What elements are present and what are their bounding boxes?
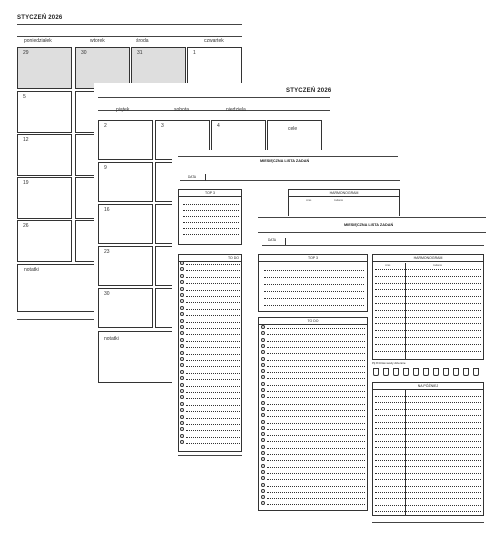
calendar-cell[interactable]: 5 — [17, 91, 72, 133]
dotted-line — [186, 302, 240, 303]
dotted-line — [186, 398, 240, 399]
dotted-line — [183, 222, 239, 223]
bottom-rule — [372, 522, 484, 523]
dotted-line — [267, 423, 365, 424]
dotted-line — [267, 334, 365, 335]
date-label: DATA — [188, 175, 197, 179]
checkbox-circle[interactable] — [261, 382, 265, 386]
dotted-line — [186, 334, 240, 335]
calendar-cell[interactable]: 29 — [17, 47, 72, 89]
water-glass-icon[interactable] — [393, 368, 399, 376]
dotted-line — [375, 511, 481, 512]
task-column: zadanie — [334, 199, 344, 202]
schedule-header: HARMONOGRAM — [289, 190, 399, 197]
top3-header: TOP 3 — [179, 190, 241, 197]
checkbox-circle[interactable] — [180, 261, 184, 265]
dotted-line — [375, 492, 481, 493]
calendar-cell[interactable]: 2 — [98, 120, 153, 160]
dotted-line — [186, 430, 240, 431]
later-header: NA PÓŹNIEJ — [373, 383, 483, 390]
day-monday: poniedziałek — [24, 38, 52, 44]
checkbox-circle[interactable] — [261, 451, 265, 455]
checkbox-circle[interactable] — [261, 426, 265, 430]
dotted-line — [267, 486, 365, 487]
bottom-rule — [17, 319, 102, 320]
calendar-cell[interactable]: 30 — [98, 288, 153, 328]
checkbox-circle[interactable] — [261, 483, 265, 487]
checkbox-circle[interactable] — [261, 401, 265, 405]
dotted-line — [375, 505, 481, 506]
dotted-line — [267, 498, 365, 499]
dotted-line — [267, 479, 365, 480]
dotted-line — [375, 428, 481, 429]
dotted-line — [264, 270, 364, 271]
checkbox-circle[interactable] — [180, 434, 184, 438]
checkbox-circle[interactable] — [261, 489, 265, 493]
checkbox-circle[interactable] — [180, 402, 184, 406]
dotted-line — [375, 396, 481, 397]
top-rule — [178, 156, 398, 157]
dotted-line — [375, 310, 481, 311]
checkbox-circle[interactable] — [261, 363, 265, 367]
dotted-line — [267, 429, 365, 430]
calendar-cell[interactable]: 4 — [211, 120, 266, 160]
dotted-line — [375, 447, 481, 448]
dotted-line — [375, 351, 481, 352]
dotted-line — [186, 290, 240, 291]
dotted-line — [375, 441, 481, 442]
dotted-line — [375, 303, 481, 304]
dotted-line — [186, 418, 240, 419]
dotted-line — [375, 454, 481, 455]
checkbox-circle[interactable] — [261, 325, 265, 329]
time-column: czas — [385, 264, 391, 267]
task-column: zadanie — [433, 264, 443, 267]
notes-label: notatki — [104, 336, 119, 342]
dotted-line — [186, 341, 240, 342]
dotted-line — [375, 344, 481, 345]
checkbox-circle[interactable] — [180, 338, 184, 342]
water-glass-icon[interactable] — [373, 368, 379, 376]
dotted-line — [267, 448, 365, 449]
dotted-line — [375, 479, 481, 480]
day-wednesday: środa — [136, 38, 149, 44]
dotted-line — [183, 228, 239, 229]
day-thursday: czwartek — [204, 38, 224, 44]
water-glass-icon[interactable] — [383, 368, 389, 376]
title-rule — [17, 24, 242, 25]
dotted-line — [186, 360, 240, 361]
top-rule — [258, 217, 486, 218]
dotted-line — [183, 234, 239, 235]
day-friday: piątek — [116, 107, 130, 113]
date-label: DATA — [268, 238, 277, 242]
water-glass-icon[interactable] — [473, 368, 479, 376]
checkbox-circle[interactable] — [261, 445, 265, 449]
dotted-line — [375, 269, 481, 270]
calendar-cell[interactable]: 3 — [155, 120, 210, 160]
top3-box[interactable] — [258, 254, 368, 312]
calendar-title: STYCZEŃ 2026 — [17, 15, 63, 21]
dotted-line — [375, 409, 481, 410]
dotted-line — [267, 397, 365, 398]
day-sunday: niedziela — [226, 107, 246, 113]
dotted-line — [267, 492, 365, 493]
dotted-line — [267, 372, 365, 373]
dotted-line — [186, 296, 240, 297]
dotted-line — [267, 460, 365, 461]
checkbox-circle[interactable] — [261, 357, 265, 361]
dotted-line — [186, 392, 240, 393]
dotted-line — [267, 454, 365, 455]
dotted-line — [264, 284, 364, 285]
checkbox-circle[interactable] — [261, 388, 265, 392]
dotted-line — [186, 322, 240, 323]
dotted-line — [267, 416, 365, 417]
dotted-line — [375, 434, 481, 435]
checkbox-circle[interactable] — [180, 383, 184, 387]
dotted-line — [375, 422, 481, 423]
checkbox-circle[interactable] — [180, 389, 184, 393]
calendar-title: STYCZEŃ 2026 — [286, 88, 332, 94]
time-column: czas — [306, 199, 312, 202]
water-glass-icon[interactable] — [443, 368, 449, 376]
dotted-line — [267, 378, 365, 379]
dotted-line — [375, 415, 481, 416]
calendar-cell[interactable]: 30 — [75, 47, 130, 89]
dotted-line — [267, 341, 365, 342]
water-glass-icon[interactable] — [463, 368, 469, 376]
checkbox-circle[interactable] — [261, 407, 265, 411]
day-saturday: sobota — [174, 107, 190, 113]
title-rule — [258, 232, 486, 233]
water-label: Pij 8 litrów wody dziennie — [372, 361, 406, 365]
dotted-line — [375, 337, 481, 338]
calendar-cell[interactable]: 16 — [98, 204, 153, 244]
calendar-cell[interactable]: 12 — [17, 134, 72, 176]
calendar-cell[interactable]: 23 — [98, 246, 153, 286]
dotted-line — [186, 328, 240, 329]
dotted-line — [186, 424, 240, 425]
title-rule — [98, 97, 330, 98]
dotted-line — [186, 443, 240, 444]
dotted-line — [375, 330, 481, 331]
checkbox-circle[interactable] — [261, 470, 265, 474]
schedule-header: HARMONOGRAM — [373, 255, 483, 262]
title-rule-2 — [98, 110, 330, 111]
dotted-line — [264, 277, 364, 278]
planner-title: MIESIĘCZNA LISTA ZADAŃ — [344, 223, 394, 227]
dotted-line — [375, 289, 481, 290]
dotted-line — [186, 405, 240, 406]
dotted-line — [267, 473, 365, 474]
calendar-cell[interactable]: 19 — [17, 177, 72, 219]
dotted-line — [186, 347, 240, 348]
dotted-line — [186, 379, 240, 380]
checkbox-circle[interactable] — [180, 293, 184, 297]
date-line — [262, 245, 484, 246]
dotted-line — [186, 309, 240, 310]
date-line — [180, 180, 400, 181]
dotted-line — [375, 460, 481, 461]
dotted-line — [267, 467, 365, 468]
dotted-line — [186, 264, 240, 265]
notes-label: notatki — [24, 267, 39, 273]
todo-header: TO DO — [179, 255, 241, 262]
goals-label: cele — [288, 126, 298, 132]
dotted-line — [186, 283, 240, 284]
dotted-line — [183, 210, 239, 211]
dotted-line — [186, 354, 240, 355]
dotted-line — [267, 441, 365, 442]
checkbox-circle[interactable] — [180, 415, 184, 419]
dotted-line — [267, 353, 365, 354]
checkbox-circle[interactable] — [180, 421, 184, 425]
dotted-line — [186, 315, 240, 316]
top3-header: TOP 3 — [259, 255, 367, 262]
dotted-line — [375, 498, 481, 499]
calendar-cell[interactable]: 31 — [131, 47, 186, 89]
bottom-rule — [178, 455, 242, 456]
calendar-cell[interactable]: 9 — [98, 162, 153, 202]
dotted-line — [183, 216, 239, 217]
dotted-line — [375, 283, 481, 284]
dotted-line — [186, 411, 240, 412]
dotted-line — [375, 317, 481, 318]
dotted-line — [267, 360, 365, 361]
todo-header: TO DO — [259, 318, 367, 325]
dotted-line — [186, 437, 240, 438]
checkbox-circle[interactable] — [180, 357, 184, 361]
water-glass-icon[interactable] — [413, 368, 419, 376]
planner-title: MIESIĘCZNA LISTA ZADAŃ — [260, 159, 310, 163]
dotted-line — [264, 298, 364, 299]
dotted-line — [375, 296, 481, 297]
title-rule-2 — [17, 36, 242, 37]
dotted-line — [375, 323, 481, 324]
dotted-line — [267, 385, 365, 386]
checkbox-circle[interactable] — [180, 370, 184, 374]
water-glass-icon[interactable] — [453, 368, 459, 376]
dotted-line — [267, 391, 365, 392]
dotted-line — [186, 366, 240, 367]
calendar-cell[interactable]: 1 — [187, 47, 242, 89]
dotted-line — [186, 373, 240, 374]
dotted-line — [267, 366, 365, 367]
checkbox-circle[interactable] — [180, 319, 184, 323]
checkbox-circle[interactable] — [261, 344, 265, 348]
date-sep — [205, 174, 206, 181]
water-glass-icon[interactable] — [403, 368, 409, 376]
dotted-line — [264, 291, 364, 292]
dotted-line — [186, 386, 240, 387]
dotted-line — [183, 204, 239, 205]
water-glass-icon[interactable] — [433, 368, 439, 376]
dotted-line — [186, 277, 240, 278]
checkbox-circle[interactable] — [261, 420, 265, 424]
dotted-line — [375, 486, 481, 487]
checkbox-circle[interactable] — [180, 287, 184, 291]
checkbox-circle[interactable] — [180, 351, 184, 355]
checkbox-circle[interactable] — [261, 338, 265, 342]
dotted-line — [267, 435, 365, 436]
dotted-line — [375, 402, 481, 403]
water-glass-icon[interactable] — [423, 368, 429, 376]
dotted-line — [267, 410, 365, 411]
dotted-line — [267, 347, 365, 348]
top3-box[interactable] — [178, 189, 242, 245]
dotted-line — [375, 276, 481, 277]
dotted-line — [267, 504, 365, 505]
date-sep — [285, 238, 286, 245]
checkbox-circle[interactable] — [180, 325, 184, 329]
dotted-line — [264, 305, 364, 306]
calendar-cell[interactable]: 26 — [17, 220, 72, 262]
checkbox-circle[interactable] — [180, 274, 184, 278]
dotted-line — [375, 466, 481, 467]
dotted-line — [267, 328, 365, 329]
checkbox-circle[interactable] — [180, 306, 184, 310]
planner-page-front — [254, 216, 488, 534]
checkbox-circle[interactable] — [261, 464, 265, 468]
dotted-line — [186, 270, 240, 271]
day-tuesday: wtorek — [90, 38, 105, 44]
dotted-line — [267, 404, 365, 405]
dotted-line — [375, 473, 481, 474]
